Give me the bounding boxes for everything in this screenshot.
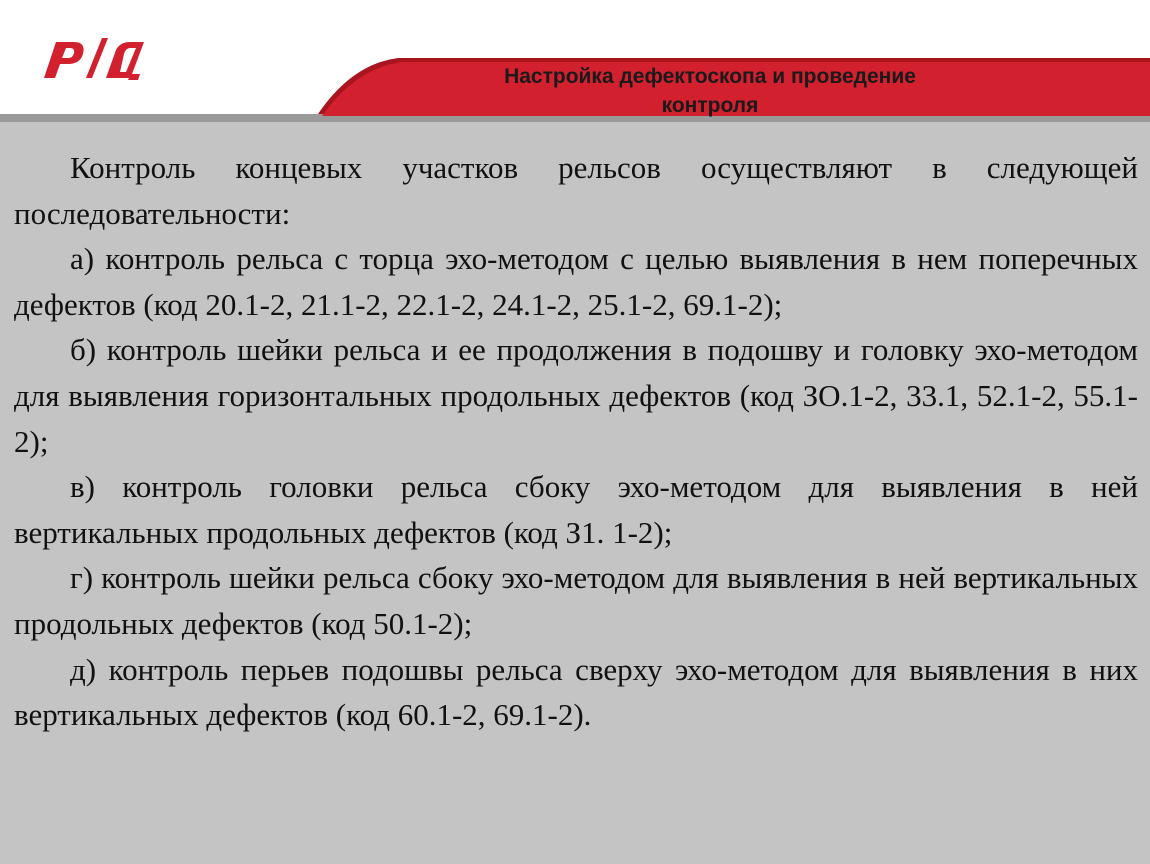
- list-item-d: д) контроль перьев подошвы рельса сверху эхо-методом для выявления в них вертикальных дефектов (код 60.1-2, 69.1-2).: [14, 651, 1138, 733]
- list-item-g: г) контроль шейки рельса сбоку эхо-методом для выявления в ней вертикальных продольных дефектов (код 50.1-2);: [14, 560, 1138, 641]
- slide-header: [0, 0, 1150, 122]
- list-item-a: а) контроль рельса с торца эхо-методом с целью выявления в нем поперечных дефектов (код 20.1-2, 21.1-2, 22.1-2, 24.1-2, 25.1-2, 69.1-2);: [14, 241, 1138, 322]
- list-item-v: в) контроль головки рельса сбоку эхо-методом для выявления в ней вертикальных продольных дефектов (код З1. 1-2);: [14, 469, 1138, 550]
- rzd-logo-icon: [40, 34, 152, 80]
- list-item-b: б) контроль шейки рельса и ее продолжения в подошву и головку эхо-методом для выявления горизонтальных продольных дефектов (код ЗО.1-2, 33.1, 52.1-2, 55.1-2);: [14, 332, 1138, 459]
- slide-body: [14, 145, 1138, 738]
- intro-paragraph: Контроль концевых участков рельсов осуществляют в следующей последовательности:: [14, 150, 1138, 231]
- slide-title: Настройка дефектоскопа и проведение контроля: [504, 65, 916, 117]
